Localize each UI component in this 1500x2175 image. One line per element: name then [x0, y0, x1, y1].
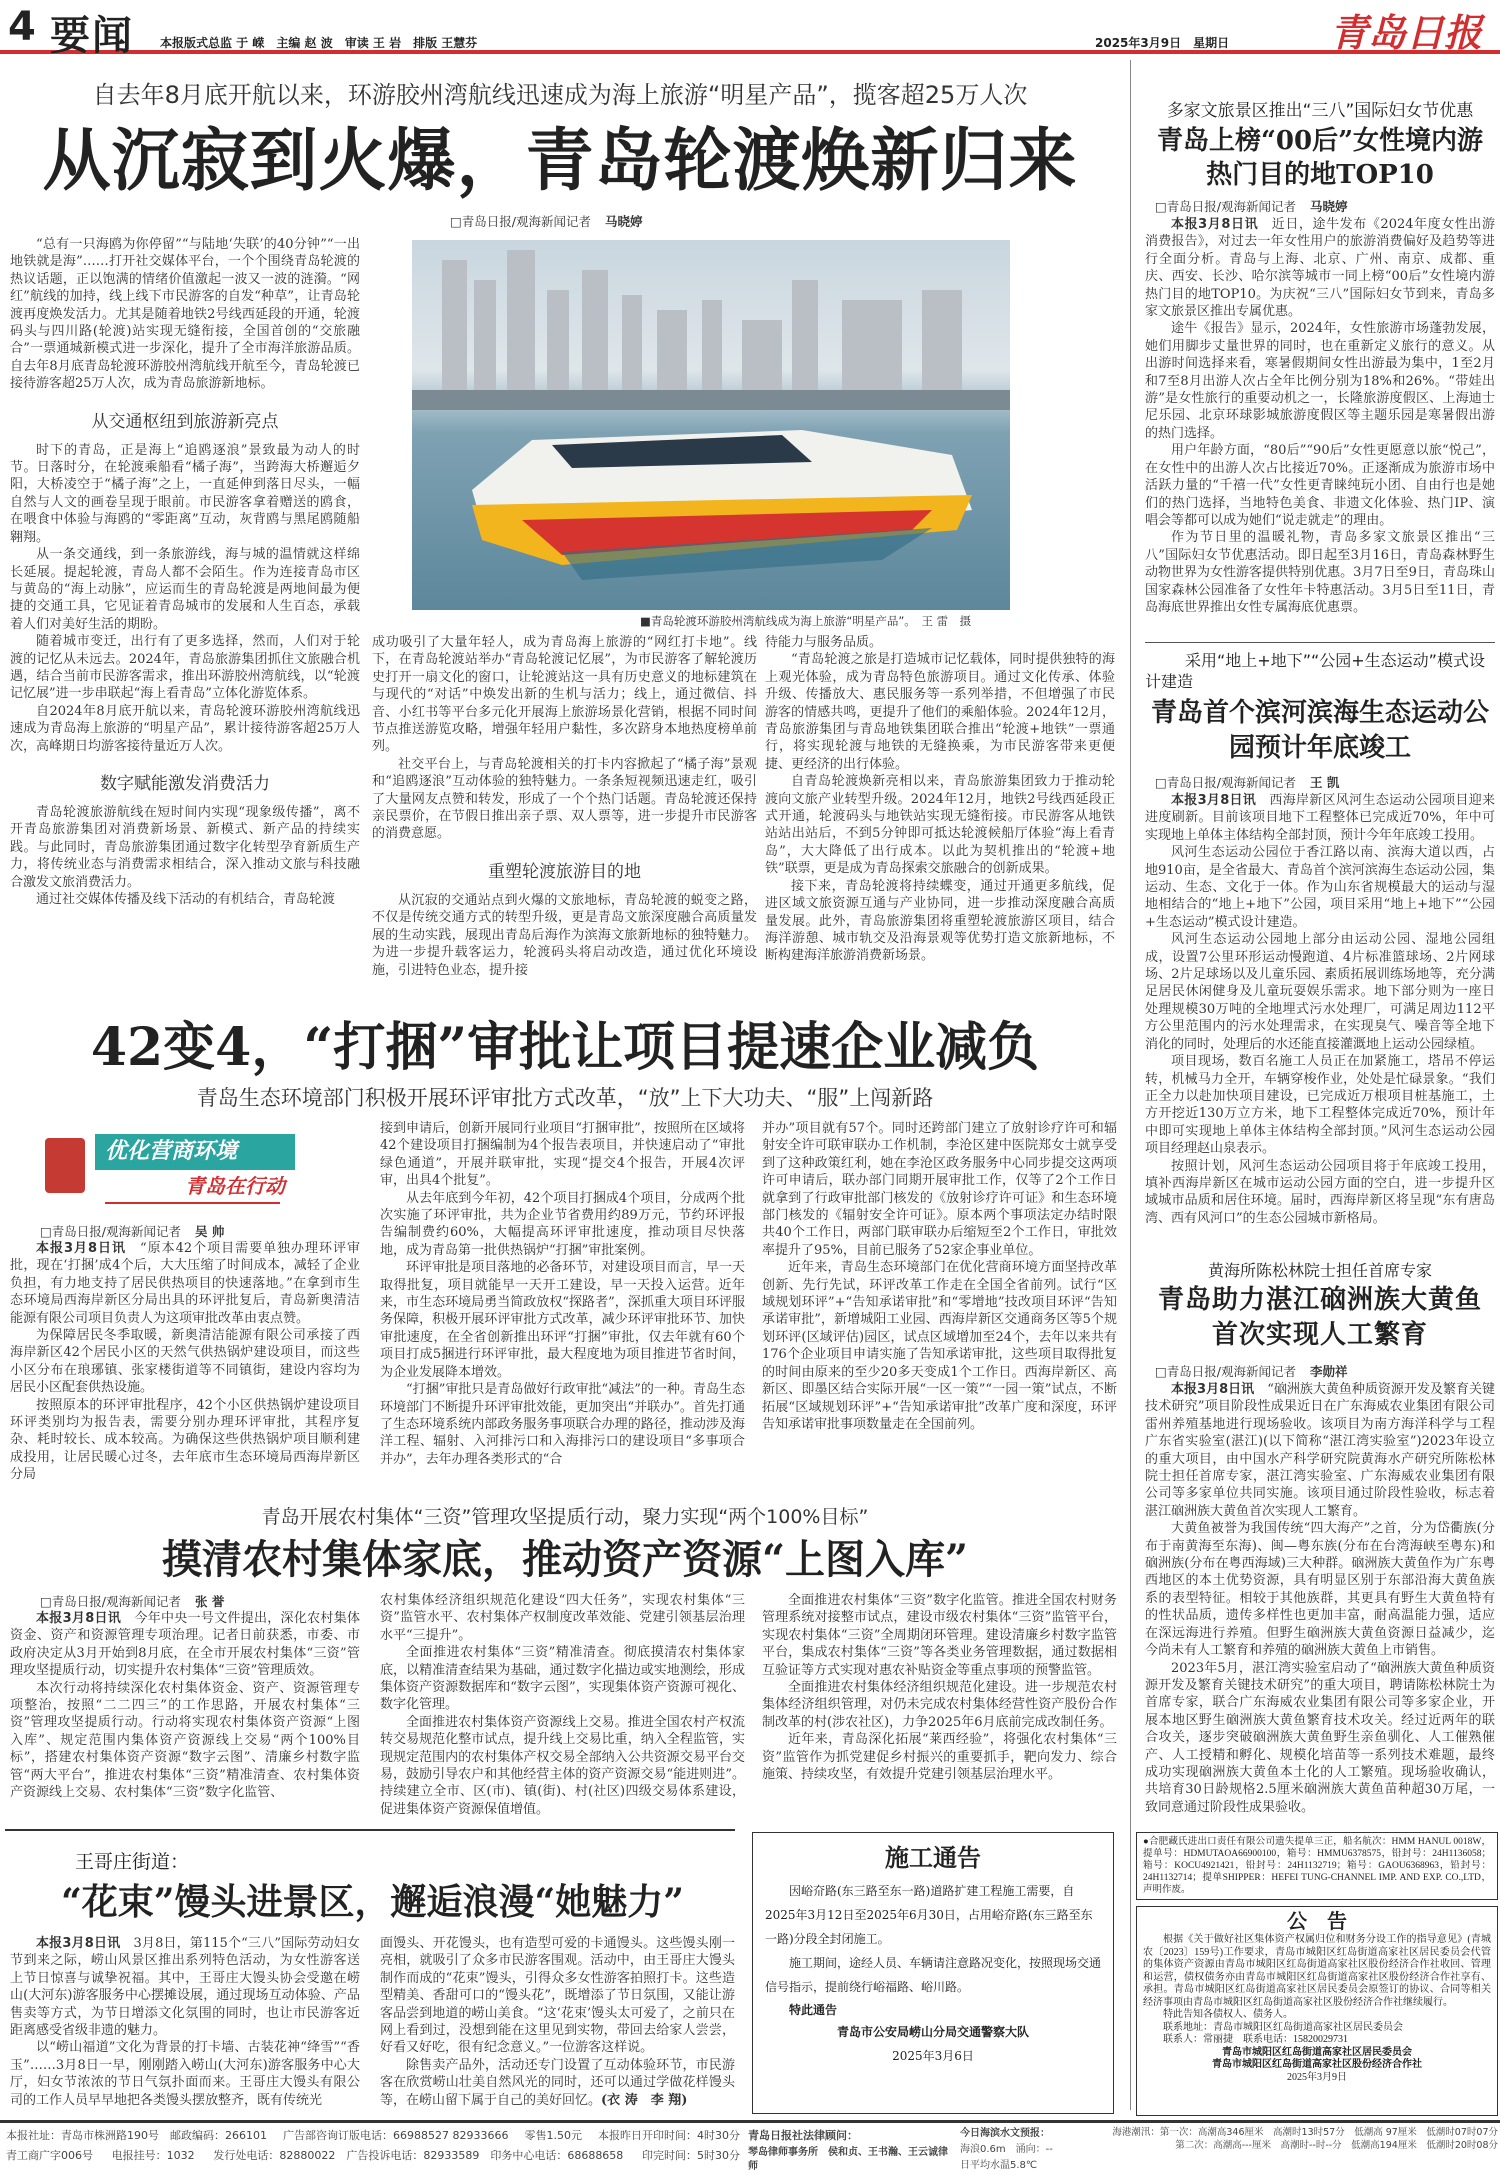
paragraph-text: “原本42个项目需要单独办理环评审批，现在‘打捆’成4个后，大大压缩了时间成本，减轻了企业负担，有力地支持了居民供热项目的快速落地。”在拿到市生态环境局西海岸新区分局出具的环评批复后，青岛新奥清洁能源有限公司项目负责人为这项审批改革由衷点赞。 [10, 1241, 360, 1326]
park-article-block [1145, 650, 1495, 1248]
byline-text: □青岛日报/观海新闻记者 [40, 1224, 182, 1239]
ferry-column-2 [372, 634, 757, 984]
paragraph: 2023年5月，湛江湾实验室启动了“硇洲族大黄鱼种质资源开发及繁育关键技术研究”的重大项目，聘请陈松林院士为首席专家，联合广东海威农业集团有限公司等多家企业，开展本地区野生硇洲族大黄鱼繁育技术攻关。经过近两年的联合攻关，逐步突破硇洲族大黄鱼野生亲鱼驯化、人工催熟催产、人工授精和孵化、规模化培苗等一系列技术难题，最终成功实现硇洲族大黄鱼本土化的人工繁殖。现场验收确认，共培育30日龄规格2.5厘米硇洲族大黄鱼苗种超30万尾，一致同意通过阶段性成果验收。 [1145, 1660, 1495, 1815]
rural-kicker: 青岛开展农村集体“三资”管理攻坚提质行动，聚力实现“两个100%目标” [261, 1506, 869, 1528]
subheading: 重塑轮渡旅游目的地 [488, 861, 641, 882]
paragraph-text: 今年中央一号文件提出，深化农村集体资金、资产和资源管理专项治理。记者日前获悉，市委、市政府决定从3月开始到8月底，在全市开展农村集体“三资”管理攻坚提质行动，切实提升农村集体“三资”管理质效。 [10, 1611, 360, 1679]
section-name: 要闻 [50, 13, 134, 59]
park-article [1145, 792, 1495, 1248]
ferry-headline: 从沉寂到火爆，青岛轮渡焕新归来 [42, 121, 1078, 201]
paragraph: 风河生态运动公园位于香江路以南、滨海大道以西，占地910亩，是全省最大、青岛首个滨河滨海生态运动公园，集运动、生态、文化于一体。作为山东省规模最大的运动与湿地相结合的“地上+地下”公园，项目采用“地上+地下”“公园+生态运动”模式设计建造。 [1145, 845, 1495, 930]
approval-subtitle: 青岛生态环境部门积极开展环评审批方式改革，“放”上下大功夫、“服”上闯新路 [196, 1086, 934, 1110]
paragraph: 本次行动将持续深化农村集体资金、资产、资源管理专项整治，按照“二二四三”的工作思路，开展农村集体“三资”管理攻坚提质行动。行动将实现农村集体资产资源“上图入库”、规定范围内集体资产资源线上交易“两个100%目标”，搭建农村集体资产资源“数字云图”、清廉乡村数字监管“两大平台”，推进农村集体“三资”精准清查、农村集体资产资源线上交易、农村集体“三资”数字化监管、 [10, 1680, 360, 1801]
subheading: 从交通枢纽到旅游新亮点 [91, 411, 279, 432]
footer-address: 本报社址：青岛市株洲路190号 邮政编码：266101 [6, 2129, 267, 2142]
ferry-boat-image [412, 240, 1010, 610]
paragraph: 风河生态运动公园地上部分由运动公园、湿地公园组成，设置7公里环形运动慢跑道、4片标准篮球场、2片网球场、2片足球场以及儿童乐园、素质拓展训练场地等，充分满足居民休闲健身及儿童玩耍娱乐需求。地下部分则为一座日处理规模30万吨的全地埋式污水处理厂，可满足周边112平方公里范围内的污水处理需求，在实现臭气、噪音等全地下消化的同时，处理后的水还能直接灌溉地上运动公园绿植。 [1145, 932, 1495, 1052]
rural-headline: 摸清农村集体家底，推动资产资源“上图入库” [161, 1536, 968, 1583]
legal-text: 琴岛律师事务所 侯和贞、王书瀚、王云诚律师 [748, 2147, 948, 2172]
footer-print-start: 本报昨日开印时间：4时30分 [597, 2129, 740, 2142]
flower-column-2 [380, 1935, 735, 2113]
lead-tag: 本报3月8日讯 [1171, 793, 1257, 808]
paragraph: 从沉寂的交通站点到火爆的文旅地标，青岛轮渡的蜕变之路，不仅是传统交通方式的转型升级，更是青岛文旅深度融合高质量发展的生动实践，展现出青岛后海作为滨海文旅新地标的独特魅力。为进一步提升载客运力，轮渡码头将启动改造，通过优化环境设施，引进特色业态，提升接 [372, 892, 757, 978]
paragraph: 全面推进农村集体经济组织规范化建设。进一步规范农村集体经济组织管理，对仍未完成农村集体经营性资产股份合作制改革的村(涉农社区)，力争2025年6月底前完成改制任务。 [762, 1680, 1117, 1730]
announcement-notice [1136, 1906, 1498, 2116]
divider [5, 1829, 735, 1831]
paragraph: 全面推进农村集体“三资”精准清查。彻底摸清农村集体家底，以精准清查结果为基础，通过数字化描边或实地测绘，形成集体资产资源数据库和“数字云图”，实现集体资产资源可视化、数字化管理。 [380, 1645, 745, 1713]
byline-text: □青岛日报/观海新闻记者 [40, 1594, 182, 1609]
paragraph: 作为节日里的温暖礼物，青岛多家文旅景区推出“三八”国际妇女节优惠活动。即日起至3月16日，青岛森林野生动物世界为女性游客提供特别优惠。3月7日至9日，青岛珠山国家森林公园准备了女性年卡特惠活动。3月5日至11日，青岛海底世界推出女性专属海底优惠票。 [1145, 530, 1495, 615]
lead-tag: 本报3月8日讯 [36, 1611, 122, 1626]
announcement-title: 公 告 [1287, 1911, 1347, 1933]
tower-icon [45, 1138, 85, 1193]
approval-headline: 42变4，“打捆”审批让项目提速企业减负 [90, 1017, 1040, 1078]
paragraph: 用户年龄方面，“80后”“90后”女性更愿意以旅“悦己”，在女性中的出游人次占比接近70%。正逐渐成为旅游市场中活跃力量的“千禧一代”女性更青睐纯玩小团、自由行也是她们的热门选择，当地特色美食、非遗文化体验、热门IP、演唱会等都可以成为她们“说走就走”的理由。 [1145, 443, 1495, 528]
lead-tag: 本报3月8日讯 [1171, 217, 1259, 232]
paragraph: 随着城市变迁，出行有了更多选择，然而，人们对于轮渡的记忆从未远去。2024年，青岛旅游集团抓住文旅融合机遇，结合当前市民游客需求，推出环游胶州湾航线，以“轮渡记忆展”进一步串联起“海上看青岛”立体化游览体系。 [10, 634, 360, 702]
paragraph: 面馒头、开花馒头，也有造型可爱的卡通馒头。这些馒头刚一亮相，就吸引了众多市民游客围观。活动中，由王哥庄大馒头制作而成的“花束”馒头，引得众多女性游客拍照打卡。这些造型精美、香甜可口的“馒头花”，既增添了节日氛围，又能让游客品尝到地道的崂山美食。“这‘花束’馒头太可爱了，之前只在网上看到过，没想到能在这里见到实物，带回去给家人尝尝，好看又好吃，很有纪念意义。”一位游客这样说。 [380, 1936, 735, 2056]
paragraph: 社交平台上，与青岛轮渡相关的打卡内容掀起了“橘子海”景观和“追鸥逐浪”互动体验的独特魅力。一条条短视频迅速走红，吸引了大量网友点赞和转发，形成了一个个热门话题。青岛轮渡还保持亲民票价，在节假日推出亲子票、双人票等，进一步提升市民游客的消费意愿。 [372, 756, 757, 842]
weather-title: 今日海滨水文预报： [960, 2128, 1050, 2139]
paragraph: 近年来，青岛深化拓展“莱西经验”，将强化农村集体“三资”监管作为抓党建促乡村振兴的重要抓手，靶向发力、综合施策、持续攻坚，有效提升党建引领基层治理水平。 [762, 1732, 1117, 1783]
paragraph: 全面推进农村集体资产资源线上交易。推进全国农村产权流转交易规范化整市试点，提升线上交易比重，纳入全程监管，实现规定范围内的农村集体产权交易全部纳入公共资源交易平台交易，鼓励引导农户和其他经营主体的资产资源交易“能进则进”。持续建立全市、区(市)、镇(街)、村(社区)四级交易体系建设，促进集体资产资源保值增值。 [380, 1714, 745, 1817]
footer-price: 零售1.50元 [524, 2129, 582, 2142]
notice-date: 2025年3月6日 [892, 2049, 974, 2063]
author-name: 马晓婷 [1310, 199, 1348, 214]
ads-column [1136, 1832, 1498, 2116]
announcement-signer: 青岛市城阳区红岛街道高家社区股份经济合作社 [1212, 2059, 1422, 2070]
paragraph: “打捆”审批只是青岛做好行政审批“减法”的一种。青岛生态环境部门不断提升环评审批效能，更加突出“并联办”。首先打通了生态环境系统内部政务服务事项联合办理的路径，推动涉及海洋工程、辐射、入河排污口和入海排污口的建设项目“多事项合并办”，去年办理各类形式的“合 [380, 1382, 745, 1467]
paragraph: 以“崂山福道”文化为背景的打卡墙、古装花神“绛雪”“香玉”……3月8日一早，刚刚踏入崂山(大河东)游客服务中心大厅，妇女节浓浓的节日气氛扑面而来。王哥庄大馒头有限公司的工作人员早早地把各类馒头摆放整齐，既有传统光 [10, 2040, 360, 2108]
paragraph: 通过社交媒体传播及线下活动的有机结合，青岛轮渡 [36, 892, 336, 907]
author-name: 张 誉 [195, 1594, 225, 1609]
approval-byline [40, 1222, 360, 1240]
footer-legal [748, 2126, 954, 2174]
ferry-kicker: 自去年8月底开航以来，环游胶州湾航线迅速成为海上旅游“明星产品”，揽客超25万人次 [92, 81, 1028, 109]
footer-telegraph: 电报挂号：1032 [111, 2149, 195, 2162]
notice-closing: 特此通告 [789, 2003, 838, 2017]
rural-column-3 [762, 1592, 1117, 1818]
women-article-block [1145, 100, 1495, 635]
tide-line: 海港潮汛：第一次：高潮高346厘米 高潮时13时57分 低潮高 97厘米 低潮时07时07分 [1112, 2127, 1498, 2138]
paragraph: 自青岛轮渡焕新亮相以来，青岛旅游集团致力于推动轮渡向文旅产业转型升级。2024年12月，地铁2号线西延段正式开通，轮渡码头与地铁站实现无缝衔接。市民游客从地铁站站出站后，不到5分钟即可抵达轮渡候船厅体验“海上看青岛”，大大降低了出行成本。以此为契机推出的“轮渡+地铁”联票，更是成为青岛探索交旅融合的创新成果。 [765, 774, 1115, 877]
ferry-byline [450, 212, 643, 230]
lead-tag: 本报3月8日讯 [36, 1936, 121, 1951]
paragraph: 自2024年8月底开航以来，青岛轮渡环游胶州湾航线迅速成为青岛海上旅游的“明星产品”，累计接待游客超25万人次，高峰期日均游客接待量近万人次。 [10, 703, 360, 754]
photo-caption: ■青岛轮渡环游胶州湾航线成为海上旅游“明星产品”。 王 雷 摄 [640, 614, 972, 628]
footer-weather [960, 2126, 1075, 2174]
byline-text: □青岛日报/观海新闻记者 [450, 214, 592, 229]
paragraph: 时下的青岛，正是海上“追鸥逐浪”景致最为动人的时节。日落时分，在轮渡乘船看“橘子海”，当跨海大桥邂逅夕阳，大桥凌空于“橘子海”之上，一直延伸到落日尽头，一幅自然与人文的画卷呈现于眼前。市民游客拿着赠送的鸥食，在喂食中体验与海鸥的“零距离”互动，灰背鸥与黑尾鸥随船翱翔。 [10, 442, 360, 545]
paragraph: 环评审批是项目落地的必备环节，对建设项目而言，早一天取得批复，项目就能早一天开工建设，早一天投入运营。近年来，市生态环境局勇当简政放权“探路者”，深抓重大项目环评服务保障，积极开展环评审批方式改革，减少环评审批环节、加快审批速度，在全省创新推出环评“打捆”审批，仅去年就有60个项目打成5捆进行环评审批，最大程度地为项目推进节省时间，为企业发展降本增效。 [380, 1260, 745, 1380]
footer-ad-phone: 广告部咨询订版电话：66988527 82933666 [283, 2129, 509, 2142]
announcement-date: 2025年3月9日 [1287, 2071, 1347, 2083]
staff-credits: 本报版式总监 于 嵘 主编 赵 波 审读 王 岩 排版 王慧芬 [160, 36, 478, 50]
paragraph: 青岛轮渡旅游航线在短时间内实现“现象级传播”，离不开青岛旅游集团对消费新场景、新模式、新产品的持续实践。与此同时，青岛旅游集团通过数字化转型孕育新质生产力，将传统业态与消费需求相结合，深入推动文旅与科技融合激发文旅消费活力。 [10, 804, 360, 890]
ferry-photo [412, 240, 1010, 610]
paragraph [10, 1610, 360, 1680]
announcement-body: 根据《关于做好社区集体资产权属归位和财务分设工作的指导意见》(青城农〔2023〕159号)工作要求，青岛市城阳区红岛街道高家社区居民委员会代管的集体资产资源由青岛市城阳区红岛街道高家社区股份经济合作社收回、管理和运营，债权债务亦由青岛市城阳区红岛街道高家社区股份经济合作社享有、承担。青岛市城阳区红岛街道高家社区居民委员会原签订的协议、合同等相关经济事项由青岛市城阳区红岛街道高家社区股份经济合作社继续履行。 [1143, 1934, 1491, 2008]
notice-issuer: 青岛市公安局崂山分局交通警察大队 [836, 2025, 1029, 2039]
flower-kicker: 王哥庄街道： [75, 1851, 190, 1873]
paragraph: 按照原本的环评审批程序，42个小区供热锅炉建设项目环评类别均为报告表，需要分别办理环评审批，其程序复杂、耗时较长、成本较高。为确保这些供热锅炉项目顺利建成投用，让居民暖心过冬，去年底市生态环境局西海岸新区分局 [10, 1397, 360, 1483]
fish-headline: 青岛助力湛江硇洲族大黄鱼首次实现人工繁育 [1157, 1285, 1482, 1350]
paragraph: 成功吸引了大量年轻人，成为青岛海上旅游的“网红打卡地”。线下，在青岛轮渡站举办“青岛轮渡记忆展”，为市民游客了解轮渡历史打开一扇文化的窗口，让轮渡站这一具有历史意义的地标建筑在与现代的“对话”中焕发出新的生机与活力；线上，通过微信、抖音、小红书等平台多元化开展海上旅游场景化营销，根据不同时间节点推送游览攻略，增强年轻用户黏性，多次跻身本地热度榜单前列。 [372, 635, 757, 755]
paragraph: 并办”项目就有57个。同时还跨部门建立了放射诊疗许可和辐射安全许可联审联办工作机制，李沧区建中医院郑女士就享受到了这种政策红利，她在李沧区政务服务中心同步提交这两项许可申请后，联办部门同期开展审批工作，仅等了2个工作日就拿到了行政审批部门核发的《放射诊疗许可证》和生态环境部门核发的《辐射安全许可证》。原本两个事项法定办结时限共40个工作日，两部门联审联办后缩短至2个工作日，审批效率提升了95%，目前已服务了52家企事业单位。 [762, 1121, 1117, 1258]
byline-text: □青岛日报/观海新闻记者 [1155, 775, 1297, 790]
park-headline: 青岛首个滨河滨海生态运动公园预计年底竣工 [1150, 698, 1489, 763]
announcement-line: 特此告知各债权人、债务人。 [1163, 2009, 1293, 2020]
women-kicker: 多家文旅景区推出“三八”国际妇女节优惠 [1166, 101, 1474, 121]
paragraph [1145, 792, 1495, 844]
lost-document-notice: ●合肥藏氏进出口责任有限公司遗失提单三正，船名航次：HMM HANUL 0018W，提单号：HDMUTAOA66900100，箱号：HMMU6378575，铅封号：24H1136058；箱号：KOCU4921421，铅封号：24H1132719；箱号：GAOU6368963，铅封号：24H1132714；提单SHIPPER：HEFEI TUNG-CHANNEL IMP. AND EXP. CO.,LTD，声明作废。 [1136, 1832, 1498, 1900]
subheading: 数字赋能激发消费活力 [100, 773, 270, 794]
lead-tag: 本报3月8日讯 [1171, 1382, 1255, 1397]
paragraph: 大黄鱼被誉为我国传统“四大海产”之首，分为岱衢族(分布于南黄海至东海)、闽—粤东族(分布在台湾海峡至粤东)和硇洲族(分布在粤西海域)三大种群。硇洲族大黄鱼作为广东粤西地区的本土优势资源，具有明显区别于东部沿海大黄鱼族系的表型特征。相较于其他族群，其更具有野生大黄鱼特有的性状品质，遗传多样性也更加丰富，耐高温能力强，适应在深远海进行养殖。但野生硇洲族大黄鱼资源日益减少，迄今尚未有人工繁育和养殖的硇洲族大黄鱼上市销售。 [1145, 1521, 1495, 1659]
paragraph: 接到申请后，创新开展同行业项目“打捆审批”，按照所在区域将42个建设项目打捆编制为4个报告表项目，并快速启动了“审批绿色通道”，开展并联审批，实现“提交4个报告，开展4次评审，出具4个批复”。 [380, 1121, 745, 1189]
rural-column-1 [10, 1592, 360, 1818]
paragraph-text: 西海岸新区风河生态运动公园项目迎来进度刷新。目前该项目地下工程整体已完成近70%，年中可实现地上单体主体结构全部封顶，预计今年年底竣工投用。 [1145, 793, 1495, 843]
byline-text: □青岛日报/观海新闻记者 [1155, 1364, 1297, 1379]
page-header [0, 0, 1500, 59]
paragraph-text: 3月8日，第115个“三八”国际劳动妇女节到来之际，崂山风景区推出系列特色活动，为女性游客送上节日惊喜与诚挚祝福。其中，王哥庄大馒头协会受邀在崂山(大河东)游客服务中心摆摊设展，通过现场互动体验、产品售卖等方式，为节日增添文化氛围的同时，也让市民游客近距离感受省级非遗的魅力。 [10, 1936, 360, 2039]
paragraph: 施工期间，途经人员、车辆请注意路况变化，按照现场交通信号指示，提前绕行峪福路、峪川路。 [765, 1956, 1102, 1994]
paragraph: 农村集体经济组织规范化建设“四大任务”，实现农村集体“三资”监管水平、农村集体产权制度改革效能、党建引领基层治理水平“三提升”。 [380, 1593, 745, 1643]
paragraph: 项目现场，数百名施工人员正在加紧施工，塔吊不停运转，机械马力全开，车辆穿梭作业，处处是忙碌景象。“我们正全力以赴加快项目建设，已完成近万根项目桩基施工，土方开挖近130万立方米，地下工程整体完成近70%，预计年中即可实现地上单体主体结构全部封顶。”风河生态运动公园项目经理赵山泉表示。 [1145, 1054, 1495, 1157]
footer-license: 青工商广字006号 [6, 2149, 93, 2162]
weather-line: 海浪0.6m 涌向：-- [960, 2144, 1053, 2155]
approval-column-2 [380, 1120, 745, 1500]
paragraph: 从一条交通线，到一条旅游线，海与城的温情就这样绵长延展。提起轮渡，青岛人都不会陌生。作为连接青岛市区与黄岛的“海上动脉”，应运而生的青岛轮渡是两地间最为便捷的交通工具，它见证着青岛城市的发展和人生百态，承载着人们对美好生活的期盼。 [10, 547, 360, 632]
reporter-names: (衣 涛 李 翔) [601, 2092, 688, 2108]
paragraph: 全面推进农村集体“三资”数字化监管。推进全国农村财务管理系统对接整市试点，建设市级农村集体“三资”监管平台，实现农村集体“三资”全周期闭环管理。建设清廉乡村数字监管平台，集成农村集体“三资”等各类业务管理数据，通过数据相互验证等方式实现对惠农补贴资金等重点事项的预警监管。 [762, 1593, 1117, 1678]
weather-line: 日平均水温5.8℃ [960, 2160, 1038, 2171]
paragraph [1145, 216, 1495, 320]
paragraph [10, 1935, 360, 2039]
paragraph [380, 2057, 735, 2109]
paragraph [10, 1240, 360, 1327]
park-kicker: 采用“地上+地下”“公园+生态运动”模式设计建造 [1145, 651, 1485, 691]
paragraph [1145, 1381, 1495, 1520]
paragraph: 因峪夼路(东三路至东一路)道路扩建工程施工需要，自2025年3月12日至2025年6月30日，占用峪夼路(东三路至东一路)分段全封闭施工。 [765, 1884, 1093, 1946]
notice-title: 施工通告 [885, 1843, 981, 1872]
paragraph-text: 除售卖产品外，活动还专门设置了互动体验环节，市民游客在欣赏崂山壮美自然风光的同时，还可以通过学做花样馒头等，在崂山留下属于自己的美好回忆。 [380, 2057, 735, 2108]
women-article [1145, 216, 1495, 635]
paragraph: 近年来，青岛生态环境部门在优化营商环境方面坚持改革创新、先行先试，环评改革工作走在全国全省前列。试行“区域规划环评”+“告知承诺审批”和“零增地”技改项目环评“告知承诺审批”，新增城阳工业园、西海岸新区交通商务区等5个规划环评(区域评估)园区，试点区域增加至24个，去年以来共有176个企业项目申请实施了告知承诺审批，这些项目取得批复的时间由原来的至少20多天变成1个工作日。西海岸新区、高新区、即墨区结合实际开展“一区一策”“一园一策”试点，不断拓展“区域规划环评”+“告知承诺审批”改革广度和深度，环评告知承诺审批事项数量走在全国前列。 [762, 1260, 1117, 1432]
page-number: 4 [8, 4, 36, 50]
park-byline [1155, 774, 1495, 792]
issue-date: 2025年3月9日 星期日 [1095, 36, 1230, 50]
women-headline: 青岛上榜“00后”女性境内游热门目的地TOP10 [1156, 126, 1484, 190]
paragraph: “青岛轮渡之旅是打造城市记忆载体，同时提供独特的海上观光体验，成为青岛特色旅游项目。通过文化传承、体验升级、传播放大、惠民服务等一系列举措，不但增强了市民游客的情感共鸣，更提升了他们的乘船体验。2024年12月，青岛旅游集团与青岛地铁集团联合推出“轮渡+地铁”一票通行，将实现轮渡与地铁的无缝换乘，为市民游客带来更便捷、更经济的出行体验。 [765, 652, 1115, 772]
women-byline [1155, 198, 1495, 216]
footer-tide [1082, 2126, 1498, 2152]
author-name: 吴 帅 [195, 1224, 225, 1239]
logo-bottom-text: 青岛在行动 [185, 1174, 285, 1198]
fish-article-block [1145, 1260, 1495, 1822]
tide-line: 第二次：高潮高---厘米 高潮时--时--分 低潮高194厘米 低潮时20时08分 [1175, 2140, 1498, 2151]
ferry-column-3 [765, 634, 1115, 984]
ferry-column-1 [10, 236, 360, 984]
footer-print-end: 印完时间：5时30分 [641, 2149, 740, 2162]
approval-column-3 [762, 1120, 1117, 1500]
footer-phones: 发行处电话：82880022 广告投诉电话：82933589 印务中心电话：68688658 [213, 2149, 624, 2162]
announcement-line: 联系地址：青岛市城阳区红岛街道高家社区居民委员会 [1163, 2021, 1403, 2033]
paragraph: “总有一只海鸥为你停留”“与陆地‘失联’的40分钟”“一出地铁就是海”……打开社交媒体平台，一个个围绕青岛轮渡的热议话题，正以饱满的情绪价值激起一波又一波的涟漪。“网红”航线的加持，线上线下市民游客的自发“种草”，让青岛轮渡再度焕发活力。尤其是随着地铁2号线西延段的开通，轮渡码头与四川路(轮渡)站实现无缝衔接，全国首创的“交旅融合”一票通城新模式进一步深化，提升了全市海洋旅游品质。自去年8月底青岛轮渡环游胶州湾航线开航至今，青岛轮渡已接待游客超25万人次，成为青岛旅游新地标。 [10, 237, 360, 392]
announcement-line: 联系人：常丽捷 联系电话：15820029731 [1163, 2034, 1348, 2045]
rural-byline [40, 1592, 360, 1610]
footer-publisher-info [6, 2126, 740, 2166]
paragraph: 为保障居民冬季取暖，新奥清洁能源有限公司承接了西海岸新区42个居民小区的天然气供热锅炉建设项目，而这些小区分布在琅琊镇、张家楼街道等不同镇街，建设内容均为居民小区配套供热设施。 [10, 1328, 360, 1396]
fish-byline [1155, 1363, 1495, 1381]
author-name: 王 凯 [1310, 775, 1340, 790]
lead-tag: 本报3月8日讯 [36, 1241, 126, 1256]
approval-column-1 [10, 1222, 360, 1500]
legal-title: 青岛日报社法律顾问： [748, 2129, 858, 2142]
divider [105, 1202, 280, 1204]
paragraph-text: 近日，途牛发布《2024年度女性出游消费报告》，对过去一年女性用户的旅游消费偏好及趋势等进行全面分析。青岛与上海、北京、广州、南京、成都、重庆、西安、长沙、哈尔滨等城市一同上榜“00后”女性境内游热门目的地TOP10。为庆祝“三八”国际妇女节到来，青岛多家文旅景区推出专属优惠。 [1145, 217, 1495, 320]
fish-article [1145, 1381, 1495, 1822]
author-name: 李勋祥 [1310, 1364, 1348, 1379]
flower-headline: “花束”馒头进景区，邂逅浪漫“她魅力” [61, 1881, 684, 1923]
author-name: 马晓婷 [605, 214, 643, 229]
flower-column-1 [10, 1935, 360, 2113]
column-divider [1130, 60, 1131, 2110]
announcement-signer: 青岛市城阳区红岛街道高家社区居民委员会 [1222, 2046, 1412, 2058]
paragraph: 待能力与服务品质。 [765, 635, 883, 650]
divider [1145, 642, 1495, 643]
footer-rule [0, 2120, 1500, 2123]
paragraph: 按照计划，风河生态运动公园项目将于年底竣工投用，填补西海岸新区在城市运动公园方面的空白，进一步提升区域城市品质和居住环境。届时，西海岸新区将呈现“东有唐岛湾、西有风河口”的生态公园城市新格局。 [1145, 1158, 1495, 1226]
paragraph: 接下来，青岛轮渡将持续蝶变，通过开通更多航线，促进区域文旅资源互通与产业协同，进一步推动深度融合高质量发展。此外，青岛旅游集团将重塑轮渡旅游区项目，结合海洋游憩、城市轨交及沿海景观等优势打造文旅新地标，不断构建海洋旅游消费新场景。 [765, 878, 1115, 964]
masthead-logo: 青岛日报 [1330, 10, 1483, 55]
rural-column-2 [380, 1592, 745, 1818]
business-environment-logo [45, 1128, 345, 1206]
paragraph: 从去年底到今年初，42个项目打捆成4个项目，分成两个批次实施了环评审批，共为企业节省费用约89万元，节约环评报告编制费约60%，大幅提高环评审批速度，推动项目尽快落地，成为青岛第一批供热锅炉“打捆”审批案例。 [380, 1190, 745, 1258]
paragraph: 途牛《报告》显示，2024年，女性旅游市场蓬勃发展，她们用脚步丈量世界的同时，也在重新定义旅行的意义。从出游时间选择来看，寒暑假期间女性出游最为集中，1至2月和7至8月出游人次占全年比例分别为18%和26%。“带娃出游”是女性旅行的重要动机之一，长隆旅游度假区、上海迪士尼乐园、北京环球影城旅游度假区等主题乐园是寒暑假出游的热门选择。 [1145, 321, 1495, 441]
byline-text: □青岛日报/观海新闻记者 [1155, 199, 1297, 214]
paragraph-text: “硇洲族大黄鱼种质资源开发及繁育关键技术研究”项目阶段性成果近日在广东海威农业集团有限公司雷州养殖基地进行现场验收。该项目为南方海洋科学与工程广东省实验室(湛江)(以下简称“湛江湾实验室”)2023年设立的重大项目，由中国水产科学研究院黄海水产研究所陈松林院士担任首席专家，湛江湾实验室、广东海威农业集团有限公司等多家单位共同实施。该项目通过阶段性验收，标志着湛江硇洲族大黄鱼首次实现人工繁育。 [1145, 1382, 1495, 1519]
construction-notice [752, 1832, 1114, 2114]
fish-kicker: 黄海所陈松林院士担任首席专家 [1207, 1261, 1432, 1280]
logo-top-text: 优化营商环境 [95, 1134, 295, 1170]
